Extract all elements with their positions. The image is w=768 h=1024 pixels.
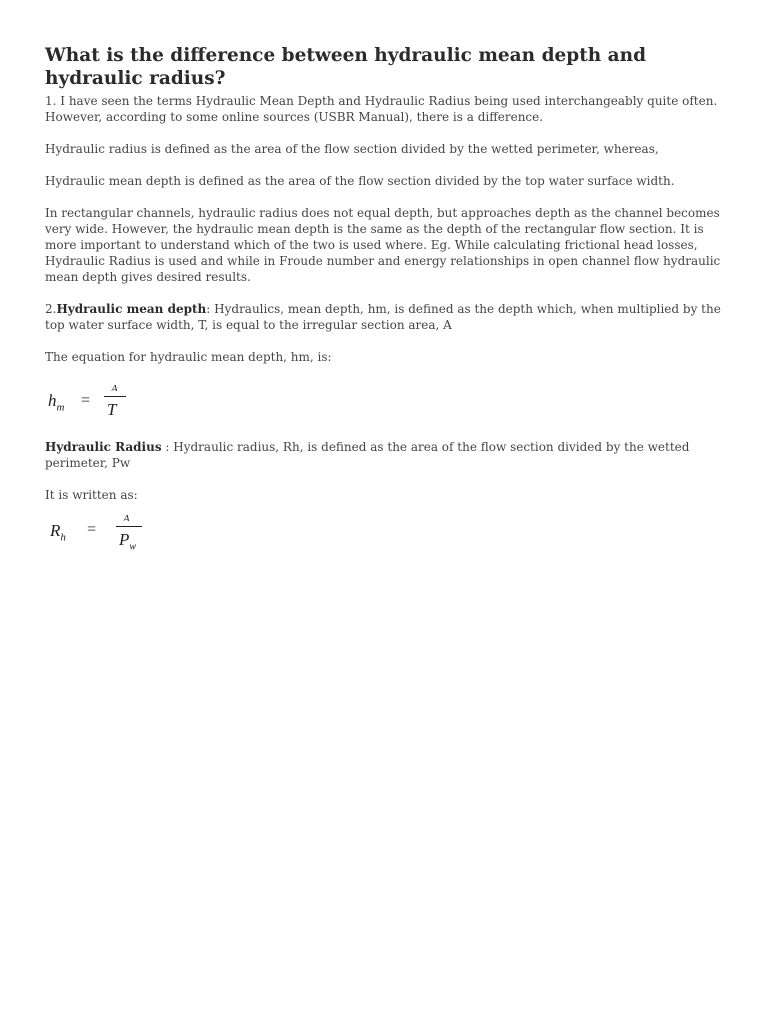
equation-hydraulic-mean-depth — [45, 381, 735, 425]
equation-2-lhs: $R_h$ — [50, 521, 66, 544]
equation-1-fraction-bar — [104, 396, 126, 397]
equation-2-fraction-bar — [116, 526, 142, 527]
equation-1-equals: = — [81, 392, 91, 409]
paragraph-hydraulic-mean-depth-definition: Hydraulic mean depth is defined as the area of the flow section divided by the top water surface width. — [45, 174, 675, 188]
paragraph-section-3 — [45, 439, 735, 471]
equation-1-denominator: T — [107, 400, 117, 419]
paragraph-hydraulic-radius-definition: Hydraulic radius is defined as the area of the flow section divided by the wetted perimeter, whereas, — [45, 142, 659, 156]
section-3-text: : Hydraulic radius, Rh, is defined as the area of the flow section divided by the wetted perimeter, Pw — [45, 440, 690, 470]
equation-hydraulic-radius — [45, 515, 735, 563]
question-title: What is the difference between hydraulic mean depth and hydraulic radius? — [45, 45, 647, 89]
paragraph-rectangular-channels: In rectangular channels, hydraulic radius does not equal depth, but approaches depth as the channel becomes very wide. However, the hydraulic mean depth is the same as the depth of the rectangular flow section. It is more important to understand which of the two is used where. Eg. While calculating frictional head losses, Hydraulic Radius is used and while in Froude number and energy relationships in open channel flow hydraulic mean depth gives desired results. — [45, 206, 721, 284]
equation-2-numerator: A — [123, 515, 130, 521]
paragraph-section-2 — [45, 301, 735, 333]
paragraph-intro: 1. I have seen the terms Hydraulic Mean Depth and Hydraulic Radius being used interchangeably quite often. However, according to some online sources (USBR Manual), there is a difference. — [45, 94, 718, 124]
equation-2-equals: = — [87, 521, 97, 538]
section-2-term: Hydraulic mean depth — [56, 302, 207, 316]
section-2-text: : Hydraulics, mean depth, hm, is defined as the depth which, when multiplied by the top water surface width, T, is equal to the irregular section area, A — [45, 302, 721, 332]
equation-intro: The equation for hydraulic mean depth, hm, is: — [45, 350, 332, 364]
section-3-term: Hydraulic Radius — [45, 440, 162, 454]
section-2-number: 2. — [45, 302, 57, 316]
document-page — [45, 44, 735, 577]
equation-1-lhs: $h_m$ — [48, 391, 65, 414]
equation-1-numerator: A — [111, 385, 118, 391]
written-as-label: It is written as: — [45, 488, 138, 502]
equation-2-denominator: $P_w$ — [119, 530, 137, 553]
